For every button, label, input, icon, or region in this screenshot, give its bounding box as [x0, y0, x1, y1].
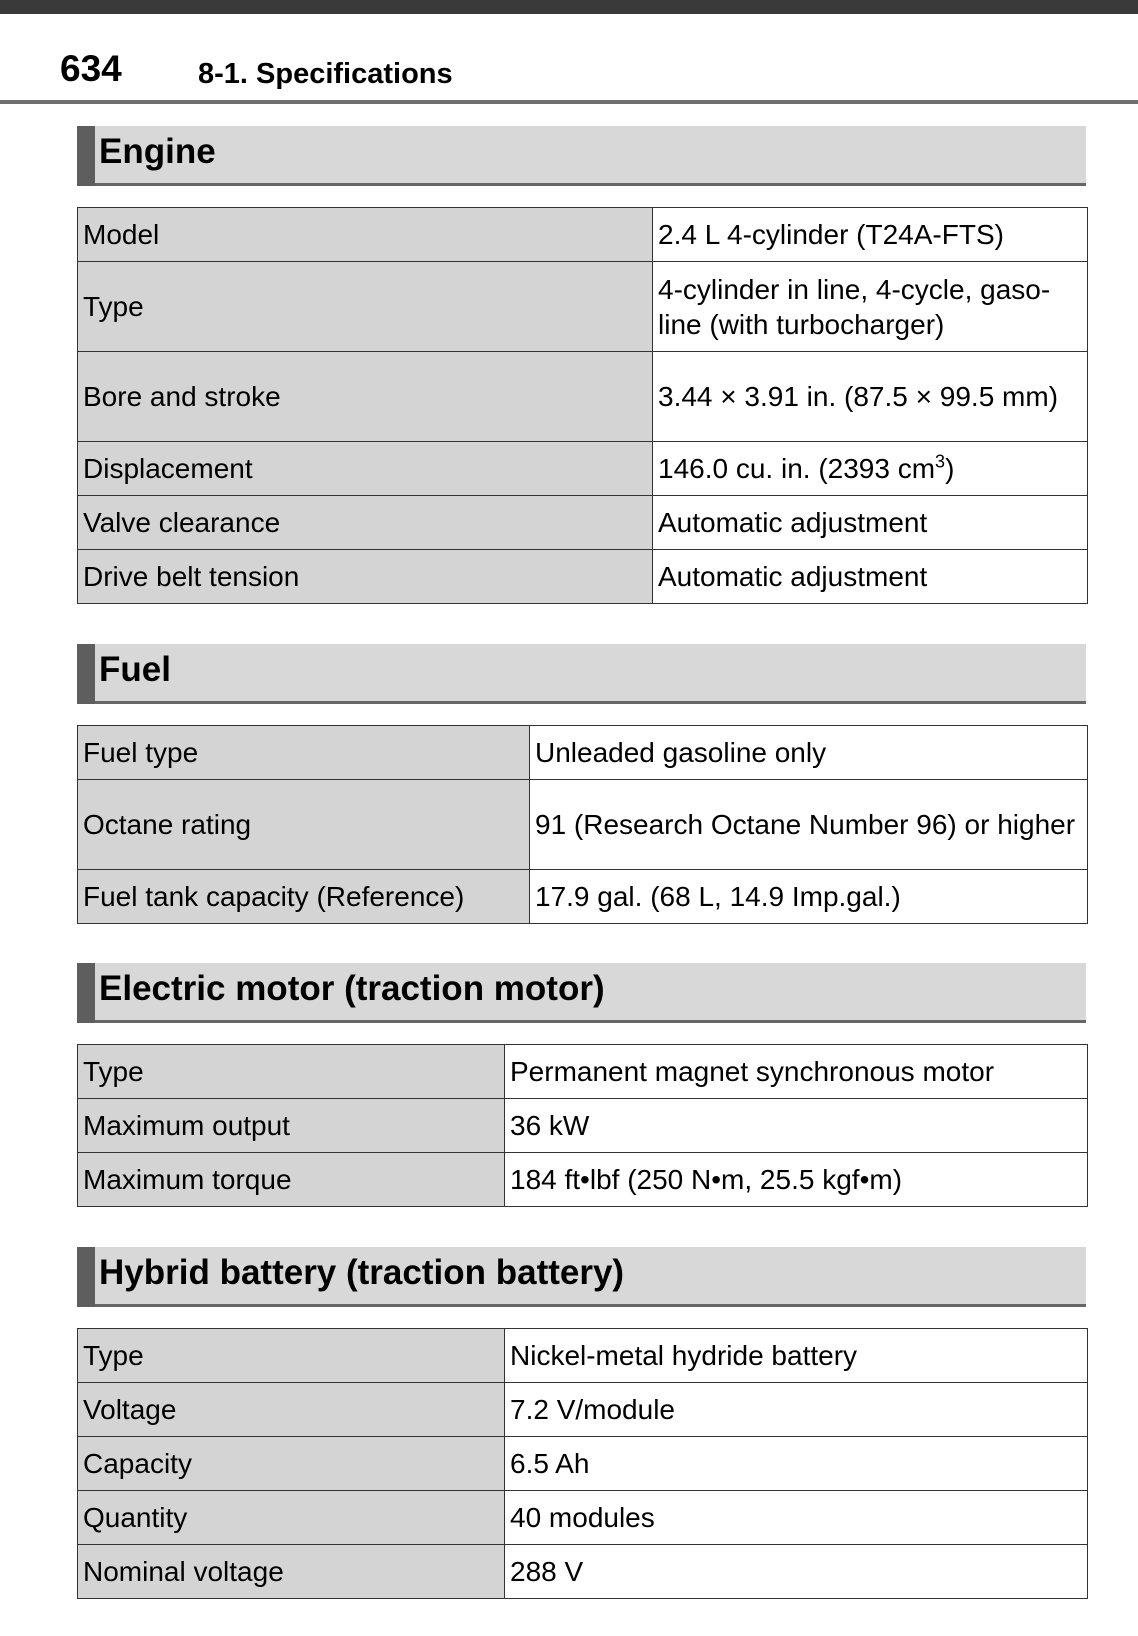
table-row	[78, 1545, 1088, 1599]
spec-label: Type	[78, 262, 653, 352]
spec-value: 2.4 L 4-cylinder (T24A-FTS)	[653, 208, 1088, 262]
spec-value: 40 modules	[505, 1491, 1088, 1545]
fuel-spec-table	[77, 725, 1088, 924]
spec-label: Displacement	[78, 442, 653, 496]
spec-label: Fuel tank capacity (Reference)	[78, 870, 530, 924]
top-bar	[0, 0, 1138, 14]
spec-label: Nominal voltage	[78, 1545, 505, 1599]
spec-value: 3.44 × 3.91 in. (87.5 × 99.5 mm)	[653, 352, 1088, 442]
spec-value: 288 V	[505, 1545, 1088, 1599]
heading-accent	[77, 963, 95, 1023]
spec-label: Voltage	[78, 1383, 505, 1437]
spec-label: Model	[78, 208, 653, 262]
table-row	[78, 496, 1088, 550]
spec-label: Type	[78, 1045, 505, 1099]
battery-spec-table	[77, 1328, 1088, 1599]
spec-label: Valve clearance	[78, 496, 653, 550]
spec-value: Nickel-metal hydride battery	[505, 1329, 1088, 1383]
table-row	[78, 262, 1088, 352]
table-row	[78, 442, 1088, 496]
heading-accent	[77, 126, 95, 186]
spec-label: Octane rating	[78, 780, 530, 870]
spec-label: Maximum output	[78, 1099, 505, 1153]
engine-spec-table	[77, 207, 1088, 604]
spec-value: 184 ft•lbf (250 N•m, 25.5 kgf•m)	[505, 1153, 1088, 1207]
section-heading-engine	[77, 126, 1086, 186]
spec-value: Automatic adjustment	[653, 550, 1088, 604]
section-title: Hybrid battery (traction battery)	[99, 1253, 625, 1292]
section-heading-electric-motor	[77, 963, 1086, 1023]
table-row	[78, 1099, 1088, 1153]
running-section-title: 8-1. Specifications	[198, 58, 453, 90]
spec-label: Quantity	[78, 1491, 505, 1545]
motor-spec-table	[77, 1044, 1088, 1207]
table-row	[78, 352, 1088, 442]
section-heading-hybrid-battery	[77, 1247, 1086, 1307]
spec-value: Permanent magnet synchronous motor	[505, 1045, 1088, 1099]
table-row	[78, 1329, 1088, 1383]
spec-value: 91 (Research Octane Number 96) or higher	[530, 780, 1088, 870]
spec-label: Maximum torque	[78, 1153, 505, 1207]
spec-value: 36 kW	[505, 1099, 1088, 1153]
table-row	[78, 1383, 1088, 1437]
page-header	[0, 48, 1138, 104]
spec-label: Fuel type	[78, 726, 530, 780]
heading-accent	[77, 644, 95, 704]
spec-value: 146.0 cu. in. (2393 $cm^3$)	[653, 442, 1088, 496]
section-title: Engine	[99, 132, 216, 171]
table-row	[78, 870, 1088, 924]
spec-label: Type	[78, 1329, 505, 1383]
table-row	[78, 1153, 1088, 1207]
spec-label: Bore and stroke	[78, 352, 653, 442]
table-row	[78, 550, 1088, 604]
section-title: Fuel	[99, 650, 171, 689]
spec-value: 6.5 Ah	[505, 1437, 1088, 1491]
heading-accent	[77, 1247, 95, 1307]
spec-label: Drive belt tension	[78, 550, 653, 604]
spec-value: Automatic adjustment	[653, 496, 1088, 550]
table-row	[78, 1491, 1088, 1545]
spec-value: Unleaded gasoline only	[530, 726, 1088, 780]
table-row	[78, 726, 1088, 780]
section-title: Electric motor (traction motor)	[99, 969, 605, 1008]
page-number: 634	[60, 48, 122, 89]
spec-value: 7.2 V/module	[505, 1383, 1088, 1437]
spec-label: Capacity	[78, 1437, 505, 1491]
spec-value: 4-cylinder in line, 4-cycle, gaso-line (with turbocharger)	[653, 262, 1088, 352]
table-row	[78, 1045, 1088, 1099]
table-row	[78, 1437, 1088, 1491]
table-row	[78, 208, 1088, 262]
table-row	[78, 780, 1088, 870]
spec-value: 17.9 gal. (68 L, 14.9 Imp.gal.)	[530, 870, 1088, 924]
section-heading-fuel	[77, 644, 1086, 704]
